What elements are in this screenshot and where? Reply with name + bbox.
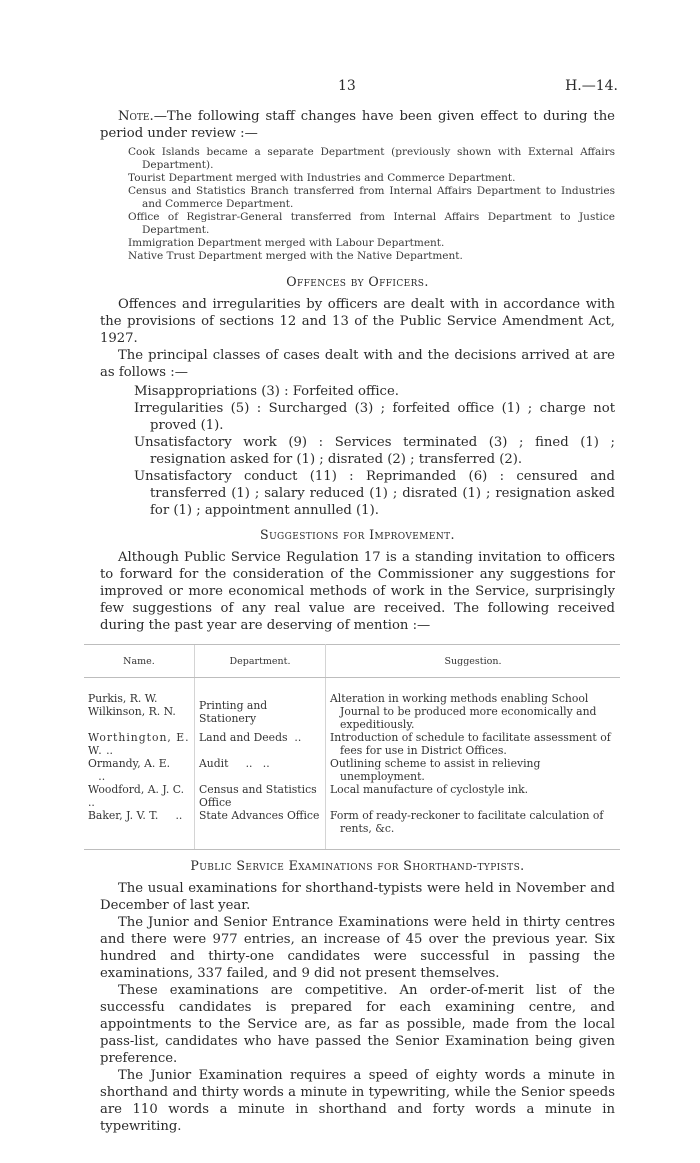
suggestion-cell: [326, 692, 621, 731]
staff-changes-list: [100, 146, 615, 263]
column-header: Department.: [195, 645, 326, 678]
page-number: 13: [338, 78, 356, 94]
name-text: Wilkinson, R. N.: [88, 705, 176, 718]
suggestion-cell: [326, 783, 621, 809]
suggestion-text: Introduction of schedule to facilitate assessment of fees for use in District Offices.: [330, 731, 611, 757]
document-reference: H.—14.: [565, 78, 618, 94]
name-cell: Worthington, E. W. ..: [88, 731, 190, 757]
name-cell: Baker, J. V. T. ..: [84, 809, 195, 850]
list-item: Tourist Department merged with Industries and Commerce Department.: [128, 172, 516, 184]
section-heading-examinations: Public Service Examinations for Shorthand-typists.: [190, 858, 525, 873]
page-body: [88, 108, 615, 1135]
table-row: [84, 809, 620, 850]
note-text: —The following staff changes have been given effect to during the period under review :—: [100, 109, 615, 141]
suggestion-text: Local manufacture of cyclostyle ink.: [330, 783, 529, 796]
list-item: Native Trust Department merged with the Native Department.: [128, 250, 463, 262]
name-text: Purkis, R. W.: [88, 692, 158, 705]
suggestion-cell: [326, 757, 621, 783]
suggestions-table: [84, 644, 620, 850]
table-row: [84, 692, 620, 731]
department-cell: Census and Statistics Office: [195, 783, 326, 809]
list-item: Unsatisfactory work (9) : Services terminated (3) ; fined (1) ; resignation asked for (1) ; disrated (2) ; transferred (2).: [134, 435, 615, 467]
offence-cases-list: [100, 383, 615, 519]
name-cell: Woodford, A. J. C. ..: [88, 783, 185, 809]
list-item: Immigration Department merged with Labour Department.: [128, 237, 445, 249]
suggestion-cell: [326, 731, 621, 757]
list-item: Irregularities (5) : Surcharged (3) ; forfeited office (1) ; charge not proved (1).: [134, 401, 615, 433]
table-row: [84, 731, 620, 757]
table-row: [84, 783, 620, 809]
suggestion-text: Form of ready-reckoner to facilitate calculation of rents, &c.: [330, 809, 604, 835]
suggestion-cell: [326, 809, 621, 850]
department-cell: Land and Deeds ..: [195, 731, 326, 757]
suggestion-text: Outlining scheme to assist in relieving unemployment.: [330, 757, 541, 783]
section-heading-suggestions: Suggestions for Improvement.: [260, 527, 455, 542]
paragraph: Offences and irregularities by officers are dealt with in accordance with the provisions of sections 12 and 13 of the Public Service Amendment Act, 1927.: [100, 297, 615, 346]
paragraph: Although Public Service Regulation 17 is a standing invitation to officers to forward for the consideration of the Commissioner any suggestions for improved or more economical methods of work in the Service, surprisingly few suggestions of any real value are received. The following received during the past year are deserving of mention :—: [100, 550, 615, 633]
department-cell: State Advances Office: [195, 809, 326, 850]
suggestion-text: Alteration in working methods enabling School Journal to be produced more economically and expeditiously.: [330, 692, 597, 731]
list-item: Office of Registrar-General transferred from Internal Affairs Department to Justice Department.: [128, 211, 615, 236]
name-cell: [84, 692, 195, 731]
name-cell: Ormandy, A. E. ..: [88, 757, 171, 783]
list-item: Unsatisfactory conduct (11) : Reprimanded (6) : censured and transferred (1) ; salary reduced (1) ; disrated (1) ; resignation asked for (1) ; appointment annulled (1).: [134, 469, 615, 518]
table-row: [84, 757, 620, 783]
paragraph: These examinations are competitive. An order-of-merit list of the successfu candidates is prepared for each examining centre, and appointments to the Service are, as far as possible, made from the local pass-list, candidates who have passed the Senior Examination being given preference.: [100, 983, 615, 1066]
paragraph: The Junior Examination requires a speed of eighty words a minute in shorthand and thirty words a minute in typewriting, while the Senior speeds are 110 words a minute in shorthand and forty words a minute in typewriting.: [100, 1068, 615, 1134]
list-item: Misappropriations (3) : Forfeited office.: [134, 384, 399, 399]
department-cell: Printing and Stationery: [195, 692, 326, 731]
column-header: Name.: [84, 645, 195, 678]
column-header: Suggestion.: [326, 645, 621, 678]
table-header-row: [84, 645, 620, 678]
note-lead: Note.: [118, 109, 154, 124]
paragraph: The Junior and Senior Entrance Examinations were held in thirty centres and there were 977 entries, an increase of 45 over the previous year. Six hundred and thirty-one candidates were successful in passing the examinations, 337 failed, and 9 did not present themselves.: [100, 915, 615, 981]
list-item: Census and Statistics Branch transferred from Internal Affairs Department to Industries and Commerce Department.: [128, 185, 615, 210]
note-paragraph: [100, 108, 615, 142]
department-cell: Audit .. ..: [195, 757, 326, 783]
list-item: Cook Islands became a separate Department (previously shown with External Affairs Department).: [128, 146, 615, 171]
page-header: [100, 78, 618, 98]
section-heading-offences: Offences by Officers.: [286, 274, 429, 289]
paragraph: The principal classes of cases dealt with and the decisions arrived at are as follows :—: [100, 348, 615, 380]
paragraph: The usual examinations for shorthand-typists were held in November and December of last year.: [100, 881, 615, 913]
